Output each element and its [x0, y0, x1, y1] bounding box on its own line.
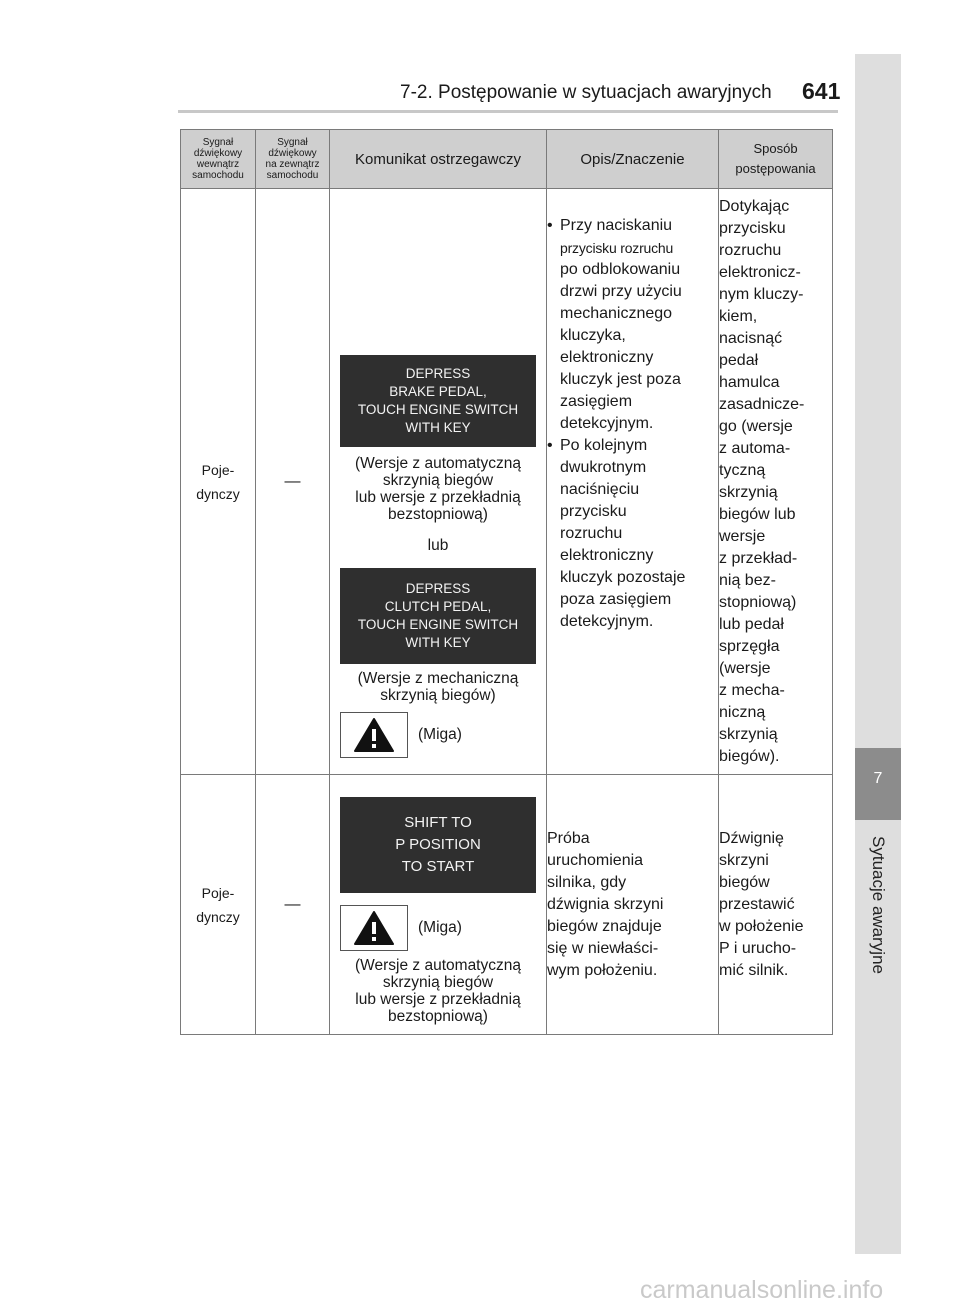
- description-line: dwukrotnym: [560, 458, 647, 476]
- cell-action: [719, 189, 833, 775]
- text-line: hamulca: [719, 373, 780, 391]
- text-line: z automa-: [719, 439, 791, 457]
- side-chapter-label: Sytuacje awaryjne: [869, 836, 888, 974]
- table-header-row: [181, 130, 833, 189]
- text-line: zasadnicze-: [719, 395, 805, 413]
- screen-line: WITH KEY: [405, 420, 471, 435]
- text-line: (wersje: [719, 659, 771, 677]
- description-line: poza zasięgiem: [560, 590, 672, 608]
- display-screen-brake: [340, 355, 536, 447]
- description-line: kluczyka,: [560, 326, 626, 344]
- description-line: Przy naciskaniu: [560, 216, 673, 234]
- warning-indicator: [340, 905, 536, 951]
- screen-line: DEPRESS: [405, 581, 471, 596]
- text-line: z przekład-: [719, 549, 798, 567]
- header-line: samochodu: [266, 170, 319, 181]
- caption-line: bezstopniową): [388, 1008, 488, 1025]
- warning-indicator: [340, 712, 536, 758]
- cell-message: [330, 189, 547, 775]
- header-line: wewnątrz: [196, 159, 240, 170]
- description-line: detekcyjnym.: [560, 612, 654, 630]
- caption-line: lub wersje z przekładnią: [355, 489, 521, 506]
- caption-line: lub wersje z przekładnią: [355, 991, 521, 1008]
- side-chapter-tab[interactable]: [855, 748, 901, 820]
- cell-beep-outside: —: [256, 775, 330, 1035]
- text-line: biegów: [719, 873, 770, 891]
- bullet-mark: •: [547, 436, 553, 454]
- warning-triangle-icon: [340, 712, 408, 758]
- description-line: przycisku: [560, 502, 627, 520]
- table-row: [181, 775, 833, 1035]
- header-line: na zewnątrz: [265, 159, 320, 170]
- header-rule: [178, 110, 838, 113]
- text-line: stopniową): [719, 593, 797, 611]
- text-line: skrzynią: [719, 483, 778, 501]
- cell-description: [547, 775, 719, 1035]
- caption-line: bezstopniową): [388, 506, 488, 523]
- chapter-number: 7: [873, 770, 883, 787]
- cell-beep-inside: [181, 189, 256, 775]
- side-tab-bar: [855, 54, 901, 1254]
- screen-line: WITH KEY: [405, 635, 471, 650]
- header-beep-outside: [256, 130, 330, 189]
- text-line: biegów).: [719, 747, 780, 765]
- caption-line: (Wersje z automatyczną: [355, 455, 521, 472]
- text-line: Dotykając: [719, 197, 790, 215]
- action-text: [719, 196, 832, 768]
- header-beep-inside: [181, 130, 256, 189]
- cell-beep-inside: [181, 775, 256, 1035]
- header-line: Sygnał: [202, 137, 234, 148]
- header-line: Sygnał: [277, 137, 308, 148]
- caption-manual: [330, 670, 546, 704]
- text-line: biegów lub: [719, 505, 796, 523]
- cell-line: Poje-: [201, 884, 235, 901]
- text-line: biegów znajduje: [547, 917, 662, 935]
- screen-line: DEPRESS: [405, 366, 471, 381]
- text-line: tyczną: [719, 461, 766, 479]
- caption-auto: [330, 957, 546, 1025]
- caption-auto: [330, 455, 546, 523]
- cell-beep-outside: —: [256, 189, 330, 775]
- cell-action: [719, 775, 833, 1035]
- header-message: Komunikat ostrzegawczy: [330, 130, 547, 189]
- caption-line: skrzynią biegów: [382, 974, 494, 991]
- header-line: Sposób: [753, 141, 798, 156]
- cell-line: Poje-: [201, 461, 235, 478]
- text-line: elektronicz-: [719, 263, 801, 281]
- blink-label: (Miga): [418, 726, 462, 743]
- header-line: postępowania: [735, 161, 816, 176]
- text-line: wersje: [719, 527, 766, 545]
- screen-line: P POSITION: [395, 836, 481, 853]
- description-line: po odblokowaniu: [560, 260, 681, 278]
- running-header: 7-2. Postępowanie w sytuacjach awaryjnych: [400, 82, 772, 103]
- text-line: dźwignia skrzyni: [547, 895, 664, 913]
- text-line: przycisku: [719, 219, 786, 237]
- header-action: [719, 130, 833, 189]
- text-line: nacisnąć: [719, 329, 783, 347]
- screen-line: BRAKE PEDAL,: [389, 384, 487, 399]
- cell-line: dynczy: [196, 908, 240, 925]
- header-line: dźwiękowy: [193, 148, 243, 159]
- text-line: Dźwignię: [719, 829, 784, 847]
- description-line: kluczyk pozostaje: [560, 568, 686, 586]
- description-text: [547, 828, 718, 982]
- description-line: rozruchu: [560, 524, 623, 542]
- description-bullet: [547, 435, 718, 633]
- text-line: z mecha-: [719, 681, 785, 699]
- cell-message: [330, 775, 547, 1035]
- description-line: naciśnięciu: [560, 480, 640, 498]
- screen-line: TOUCH ENGINE SWITCH: [357, 402, 519, 417]
- text-line: rozruchu: [719, 241, 782, 259]
- screen-line: CLUTCH PEDAL,: [384, 599, 492, 614]
- description-line: elektroniczny: [560, 348, 654, 366]
- screen-line: SHIFT TO: [404, 814, 472, 831]
- text-line: wym położeniu.: [547, 961, 658, 979]
- text-line: pedał: [719, 351, 759, 369]
- description-line: elektroniczny: [560, 546, 654, 564]
- screen-line: TO START: [401, 858, 475, 875]
- text-line: się w niewłaści-: [547, 939, 659, 957]
- table-row: [181, 189, 833, 775]
- caption-line: (Wersje z mechaniczną: [357, 670, 519, 687]
- text-line: P i urucho-: [719, 939, 797, 957]
- description-line: przycisku rozruchu: [560, 239, 674, 256]
- separator-or: lub: [427, 537, 449, 554]
- text-line: Próba: [547, 829, 590, 847]
- display-screen-shift: [340, 797, 536, 893]
- text-line: lub pedał: [719, 615, 784, 633]
- warning-triangle-icon: [340, 905, 408, 951]
- bullet-mark: •: [547, 216, 553, 234]
- text-line: mić silnik.: [719, 961, 789, 979]
- text-line: przestawić: [719, 895, 795, 913]
- page-number: 641: [802, 78, 841, 104]
- screen-line: TOUCH ENGINE SWITCH: [357, 617, 519, 632]
- display-screen-clutch: [340, 568, 536, 664]
- text-line: skrzynią: [719, 725, 778, 743]
- text-line: kiem,: [719, 307, 758, 325]
- cell-line: dynczy: [196, 485, 240, 502]
- header-line: dźwiękowy: [268, 148, 317, 159]
- description-line: kluczyk jest poza: [560, 370, 681, 388]
- text-line: skrzyni: [719, 851, 769, 869]
- header-line: samochodu: [192, 170, 244, 181]
- text-line: uruchomienia: [547, 851, 644, 869]
- warning-table: [180, 129, 833, 1035]
- header-description: Opis/Znaczenie: [547, 130, 719, 189]
- text-line: w położenie: [719, 917, 804, 935]
- caption-line: skrzynią biegów: [382, 472, 494, 489]
- description-line: mechanicznego: [560, 304, 673, 322]
- text-line: go (wersje: [719, 417, 793, 435]
- description-bullet: [547, 215, 718, 435]
- text-line: sprzęgła: [719, 637, 780, 655]
- action-text: [719, 828, 832, 982]
- watermark: carmanualsonline.info: [640, 1276, 884, 1304]
- text-line: nym kluczy-: [719, 285, 804, 303]
- text-line: silnika, gdy: [547, 873, 627, 891]
- caption-line: (Wersje z automatyczną: [355, 957, 521, 974]
- description-line: drzwi przy użyciu: [560, 282, 682, 300]
- blink-label: (Miga): [418, 919, 462, 936]
- text-line: nią bez-: [719, 571, 776, 589]
- caption-line: skrzynią biegów): [380, 687, 496, 704]
- description-line: Po kolejnym: [560, 436, 648, 454]
- description-line: detekcyjnym.: [560, 414, 654, 432]
- cell-description: [547, 189, 719, 775]
- description-line: zasięgiem: [560, 392, 633, 410]
- text-line: niczną: [719, 703, 766, 721]
